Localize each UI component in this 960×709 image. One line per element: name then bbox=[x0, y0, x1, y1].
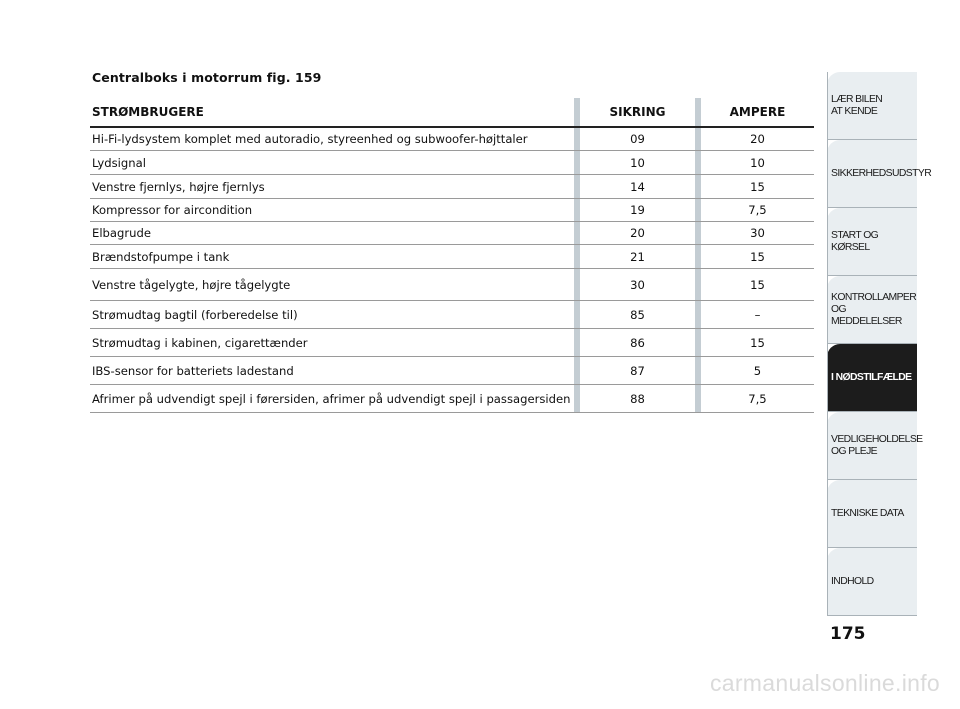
table-row bbox=[90, 301, 814, 329]
cell-ampere: 5 bbox=[753, 363, 762, 378]
table-row bbox=[90, 385, 814, 413]
cell-fuse: 88 bbox=[630, 391, 645, 406]
cell-consumer: Brændstofpumpe i tank bbox=[92, 249, 230, 264]
chapter-nav bbox=[827, 72, 932, 616]
cell-ampere: 7,5 bbox=[748, 391, 767, 406]
cell-ampere: 7,5 bbox=[748, 203, 767, 217]
table-row bbox=[90, 128, 814, 151]
nav-tab[interactable]: TEKNISKE DATA bbox=[827, 480, 917, 548]
cell-fuse: 21 bbox=[630, 249, 645, 264]
cell-ampere: 30 bbox=[750, 226, 765, 240]
table-row bbox=[90, 199, 814, 222]
nav-tab[interactable]: INDHOLD bbox=[827, 548, 917, 616]
cell-ampere: 10 bbox=[750, 155, 765, 170]
nav-tab[interactable]: VEDLIGEHOLDELSE OG PLEJE bbox=[827, 412, 917, 480]
cell-ampere: 15 bbox=[750, 277, 765, 292]
table-row bbox=[90, 222, 814, 245]
cell-ampere: 15 bbox=[750, 179, 765, 194]
header-consumer: STRØMBRUGERE bbox=[92, 105, 204, 119]
cell-ampere: 15 bbox=[750, 335, 765, 350]
cell-consumer: Venstre tågelygte, højre tågelygte bbox=[92, 277, 291, 292]
cell-consumer: IBS-sensor for batteriets ladestand bbox=[92, 363, 294, 378]
cell-ampere: 20 bbox=[750, 132, 765, 146]
cell-fuse: 85 bbox=[630, 307, 645, 322]
header-fuse: SIKRING bbox=[609, 105, 666, 119]
nav-tab[interactable]: I NØDSTILFÆLDE bbox=[827, 344, 917, 412]
cell-consumer: Hi-Fi-lydsystem komplet med autoradio, styreenhed og subwoofer-højttaler bbox=[92, 132, 528, 146]
cell-ampere: – bbox=[754, 307, 761, 322]
cell-consumer: Afrimer på udvendigt spejl i førersiden, afrimer på udvendigt spejl i passagersiden bbox=[92, 391, 571, 406]
fuse-table bbox=[90, 98, 814, 413]
table-row bbox=[90, 357, 814, 385]
watermark: carmanualsonline.info bbox=[709, 670, 940, 696]
header-ampere: AMPERE bbox=[729, 105, 786, 119]
cell-fuse: 14 bbox=[630, 179, 645, 194]
table-row bbox=[90, 329, 814, 357]
cell-consumer: Kompressor for aircondition bbox=[92, 203, 253, 217]
nav-tab[interactable]: SIKKERHEDSUDSTYR bbox=[827, 140, 917, 208]
cell-fuse: 19 bbox=[630, 203, 645, 217]
cell-fuse: 86 bbox=[630, 335, 645, 350]
table-header bbox=[90, 98, 814, 128]
nav-tab[interactable]: KONTROLLAMPER OG MEDDELELSER bbox=[827, 276, 917, 344]
nav-tab[interactable]: START OG KØRSEL bbox=[827, 208, 917, 276]
table-body bbox=[90, 128, 814, 413]
cell-fuse: 87 bbox=[630, 363, 645, 378]
cell-consumer: Elbagrude bbox=[92, 226, 151, 240]
cell-consumer: Venstre fjernlys, højre fjernlys bbox=[92, 179, 265, 194]
table-row bbox=[90, 175, 814, 199]
nav-tab[interactable]: LÆR BILEN AT KENDE bbox=[827, 72, 917, 140]
table-row bbox=[90, 245, 814, 269]
table-row bbox=[90, 151, 814, 175]
figure-caption: Centralboks i motorrum fig. 159 bbox=[92, 70, 322, 85]
cell-consumer: Strømudtag i kabinen, cigarettænder bbox=[92, 335, 308, 350]
cell-fuse: 09 bbox=[630, 132, 645, 146]
cell-consumer: Strømudtag bagtil (forberedelse til) bbox=[92, 307, 298, 322]
table-row bbox=[90, 269, 814, 301]
cell-fuse: 30 bbox=[630, 277, 645, 292]
cell-fuse: 10 bbox=[630, 155, 645, 170]
cell-fuse: 20 bbox=[630, 226, 645, 240]
cell-ampere: 15 bbox=[750, 249, 765, 264]
cell-consumer: Lydsignal bbox=[92, 155, 146, 170]
page-number: 175 bbox=[830, 624, 866, 644]
